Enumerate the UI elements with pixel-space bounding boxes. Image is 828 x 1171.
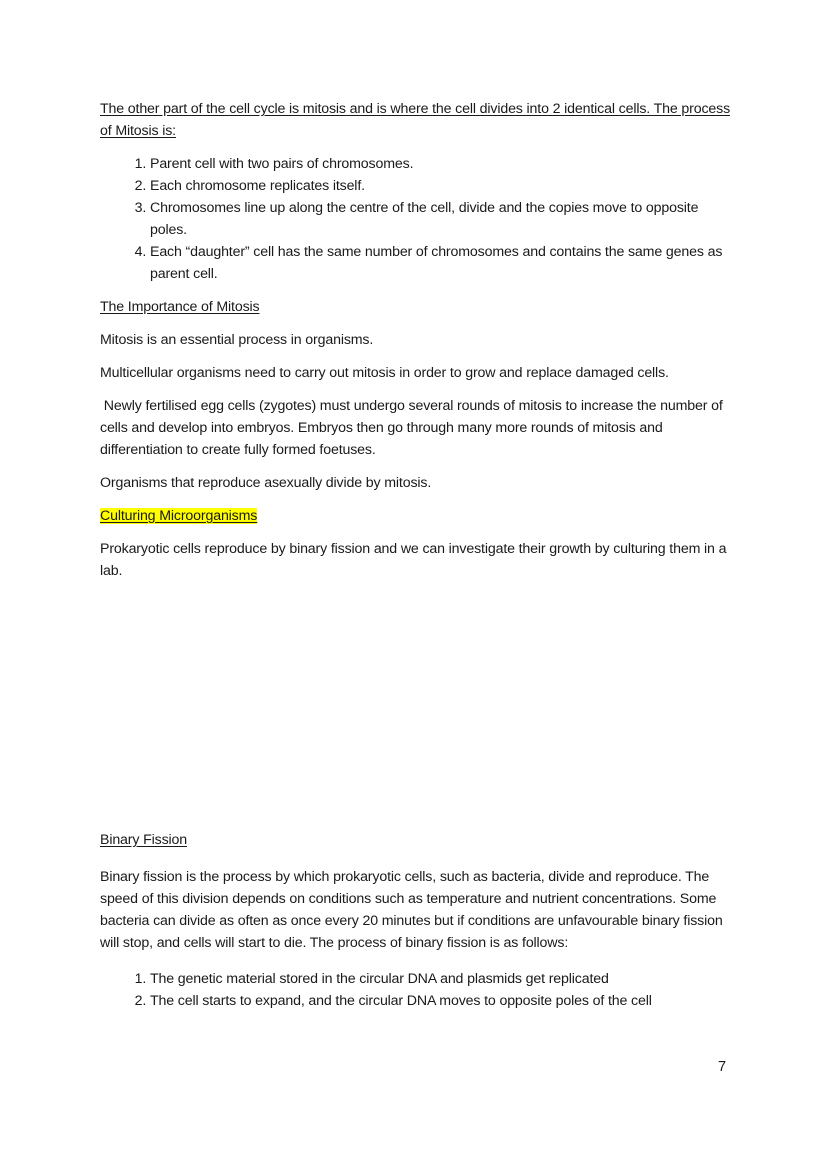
importance-heading: The Importance of Mitosis [100,299,260,315]
paragraph: Prokaryotic cells reproduce by binary fission and we can investigate their growth by culturing them in a lab. [100,541,727,579]
list-item: 3. Chromosomes line up along the centre of the cell, divide and the copies move to opposite poles. [150,197,732,241]
paragraph: Multicellular organisms need to carry out mitosis in order to grow and replace damaged cells. [100,365,669,381]
list-item: 2. Each chromosome replicates itself. [150,175,732,197]
list-item: 4. Each “daughter” cell has the same number of chromosomes and contains the same genes as parent cell. [150,241,732,285]
paragraph: Newly fertilised egg cells (zygotes) must undergo several rounds of mitosis to increase the number of cells and develop into embryos. Embryos then go through many more rounds of mitosis and differentiation to create fully formed foetuses. [100,398,727,458]
page-number: 7 [718,1059,727,1075]
list-item: 1. Parent cell with two pairs of chromosomes. [150,153,732,175]
paragraph: Mitosis is an essential process in organisms. [100,332,374,348]
mitosis-intro: The other part of the cell cycle is mitosis and is where the cell divides into 2 identical cells. The process of Mitosis is: [100,101,731,139]
list-item: 2. The cell starts to expand, and the circular DNA moves to opposite poles of the cell [150,990,732,1012]
binary-fission-steps-list [100,968,732,1012]
list-item: 1. The genetic material stored in the circular DNA and plasmids get replicated [150,968,732,990]
page-content [100,98,732,1023]
paragraph: Binary fission is the process by which prokaryotic cells, such as bacteria, divide and reproduce. The speed of this division depends on conditions such as temperature and nutrient concentrations. Some bacteria can divide as often as once every 20 minutes but if conditions are unfavourable binary fission will stop, and cells will start to die. The process of binary fission is as follows: [100,869,723,951]
mitosis-steps-list [100,153,732,285]
blank-space [100,593,732,829]
binary-fission-heading: Binary Fission [100,832,187,848]
culturing-heading: Culturing Microorganisms [100,508,258,524]
paragraph: Organisms that reproduce asexually divide by mitosis. [100,475,432,491]
